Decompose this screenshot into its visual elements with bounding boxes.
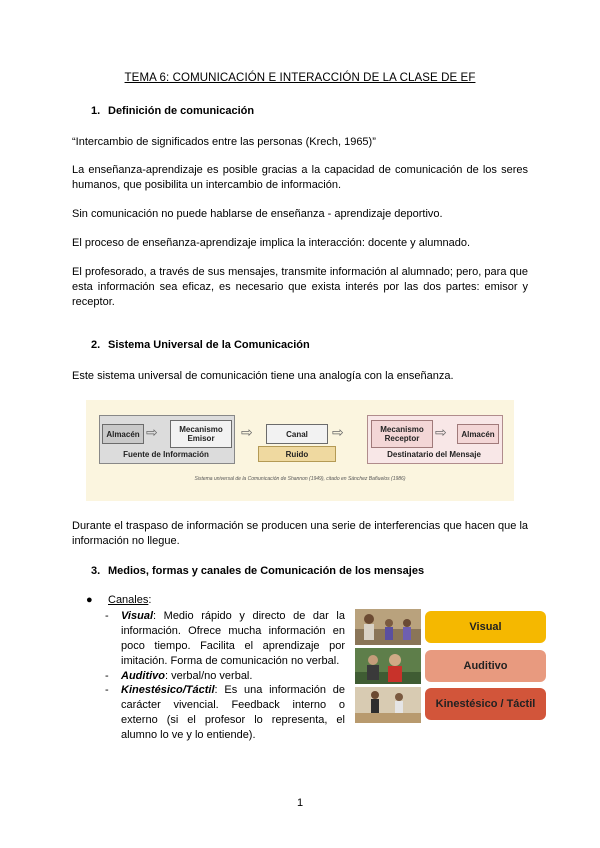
paragraph: Este sistema universal de comunicación tiene una analogía con la enseñanza. [72, 370, 454, 382]
channel-term: Auditivo [121, 670, 165, 682]
channel-text: : Medio rápido y directo de dar la información. Ofrece mucha información en poco tiempo. Facilita el aprendizaje por imitación. Forma de comunicación no verbal. [121, 610, 345, 667]
list-item [105, 669, 345, 684]
section-1-heading [91, 105, 254, 117]
canales-label: Canales [108, 594, 149, 606]
visual-photo [355, 609, 421, 645]
kinestesico-pill: Kinestésico / Táctil [425, 688, 546, 720]
destinatario-label: Destinatario del Mensaje [387, 450, 481, 459]
diagram-caption: Sistema universal de la Comunicación de Shannon (1949), citado en Sánchez Bañuelos (1986) [194, 476, 406, 482]
bullet-icon: ● [86, 594, 93, 606]
channels-figure [355, 609, 546, 720]
section-number: 1. [91, 105, 101, 117]
fuente-label: Fuente de Información [123, 450, 209, 459]
almacen-receptor-box: Almacén [457, 424, 499, 444]
visual-pill: Visual [425, 611, 546, 643]
mecanismo-emisor-box: Mecanismo Emisor [170, 420, 232, 448]
section-title: Sistema Universal de la Comunicación [108, 339, 310, 351]
dash-icon: - [105, 610, 109, 622]
auditivo-photo [355, 648, 421, 684]
arrow-icon: ⇨ [241, 424, 253, 440]
auditivo-pill: Auditivo [425, 650, 546, 682]
canales-bullet: ● Canales: [86, 594, 152, 606]
ruido-box: Ruido [258, 446, 336, 462]
section-title: Definición de comunicación [108, 105, 255, 117]
paragraph: Sin comunicación no puede hablarse de enseñanza - aprendizaje deportivo. [72, 208, 443, 220]
section-3-heading [91, 565, 424, 577]
quote-paragraph: “Intercambio de significados entre las personas (Krech, 1965)” [72, 136, 376, 148]
dash-icon: - [105, 670, 109, 682]
paragraph: El proceso de enseñanza-aprendizaje implica la interacción: docente y alumnado. [72, 237, 471, 249]
list-item [105, 683, 345, 743]
channel-term: Kinestésico/Táctil [121, 684, 215, 696]
channel-text: : Es una información de carácter vivencial. Feedback interno o externo (si el profesor lo representa, el alumno lo ve y lo entiende). [121, 684, 345, 741]
list-item [105, 609, 345, 669]
arrow-icon: ⇨ [332, 424, 344, 440]
mecanismo-receptor-box: Mecanismo Receptor [371, 420, 433, 448]
section-number: 2. [91, 339, 101, 351]
arrow-icon: ⇨ [435, 424, 447, 440]
paragraph: Durante el traspaso de información se producen una serie de interferencias que hacen que la información no llegue. [72, 520, 528, 547]
document-title: TEMA 6: COMUNICACIÓN E INTERACCIÓN DE LA CLASE DE EF [124, 72, 476, 84]
kinestesico-photo [355, 687, 421, 723]
arrow-icon: ⇨ [146, 424, 158, 440]
section-number: 3. [91, 565, 101, 577]
almacen-box: Almacén [102, 424, 144, 444]
paragraph: La enseñanza-aprendizaje es posible gracias a la capacidad de comunicación de los seres humanos, que posibilita un intercambio de información. [72, 164, 528, 191]
channel-text: : verbal/no verbal. [165, 670, 253, 682]
section-title: Medios, formas y canales de Comunicación de los mensajes [108, 565, 425, 577]
dash-icon: - [105, 684, 109, 696]
canal-box: Canal [266, 424, 328, 444]
channel-term: Visual [121, 610, 153, 622]
paragraph: El profesorado, a través de sus mensajes, transmite información al alumnado; pero, para que esta información sea eficaz, es necesario que exista interés por las dos partes: emisor y receptor. [72, 266, 528, 308]
communication-system-diagram [86, 400, 514, 501]
section-2-heading [91, 339, 310, 351]
page-number: 1 [296, 797, 304, 809]
